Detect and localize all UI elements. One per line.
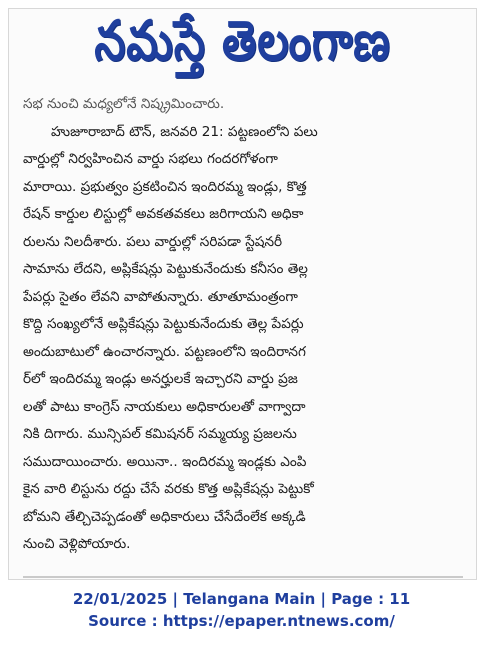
- article-line: హుజూరాబాద్ టౌన్, జనవరి 21: పట్టణంలోని పలు: [51, 123, 318, 140]
- article-line: సామాను లేదని, అప్లికేషన్లు పెట్టుకునేందుకు కనీసం తెల్ల: [23, 261, 308, 277]
- masthead: [9, 9, 476, 87]
- article-body: [23, 91, 463, 576]
- article-line: మారాయి. ప్రభుత్వం ప్రకటించిన ఇందిరమ్మ ఇండ్లు, కొత్త: [23, 178, 307, 195]
- clipped-text-fragment: [23, 573, 463, 580]
- article-line: నికి దిగారు. మున్సిపల్ కమిషనర్ సమ్మయ్య ప్రజలను: [23, 426, 297, 442]
- article-line: సభ నుంచి మధ్యలోనే నిష్క్రమించారు.: [23, 96, 225, 112]
- article-line: కైన వారి లిస్టును రద్దు చేసే వరకు కొత్త అప్లికేషన్లు పెట్టుకో: [23, 481, 314, 497]
- article-line: బోమని తేల్చిచెప్పడంతో అధికారులు చేసేదేంలేక అక్కడి: [23, 508, 306, 525]
- article-line: లతో పాటు కాంగ్రెస్ నాయకులు అధికారులతో వాగ్వాదా: [23, 398, 306, 415]
- clipping-footer: [0, 588, 483, 632]
- article-line: వార్డుల్లో నిర్వహించిన వార్డు సభలు గందరగోళంగా: [23, 151, 278, 167]
- masthead-title: నమస్తే తెలంగాణ: [94, 9, 391, 73]
- article-line: నుంచి వెళ్లిపోయారు.: [23, 536, 131, 552]
- article-line: ర్‌లో ఇందిరమ్మ ఇండ్లు అనర్హులకే ఇచ్చారని వార్డు ప్రజ: [23, 371, 298, 387]
- newspaper-clipping: [8, 8, 477, 580]
- source-link[interactable]: Source : https://epaper.ntnews.com/: [88, 612, 395, 630]
- article-line: సముదాయించారు. అయినా.. ఇందిరమ్మ ఇండ్లకు ఎంపి: [23, 453, 307, 470]
- article-line: కొద్ది సంఖ్యలోనే అప్లికేషన్లు పెట్టుకునేందుకు తెల్ల పేపర్లు: [23, 316, 304, 332]
- article-line: రేషన్ కార్డుల లిస్టుల్లో అవకతవకలు జరిగాయని అధికా: [23, 206, 304, 222]
- article-line: పేపర్లు సైతం లేవని వాపోతున్నారు. తూతూమంత్రంగా: [23, 288, 298, 305]
- article-line: అందుబాటులో ఉంచారన్నారు. పట్టణంలోని ఇందిరానగ: [23, 343, 306, 360]
- publication-info: 22/01/2025 | Telangana Main | Page : 11: [72, 590, 411, 608]
- clipped-line-decoration: [23, 576, 463, 578]
- article-line: రులను నిలదీశారు. పలు వార్డుల్లో సరిపడా స్టేషనరీ: [23, 233, 283, 250]
